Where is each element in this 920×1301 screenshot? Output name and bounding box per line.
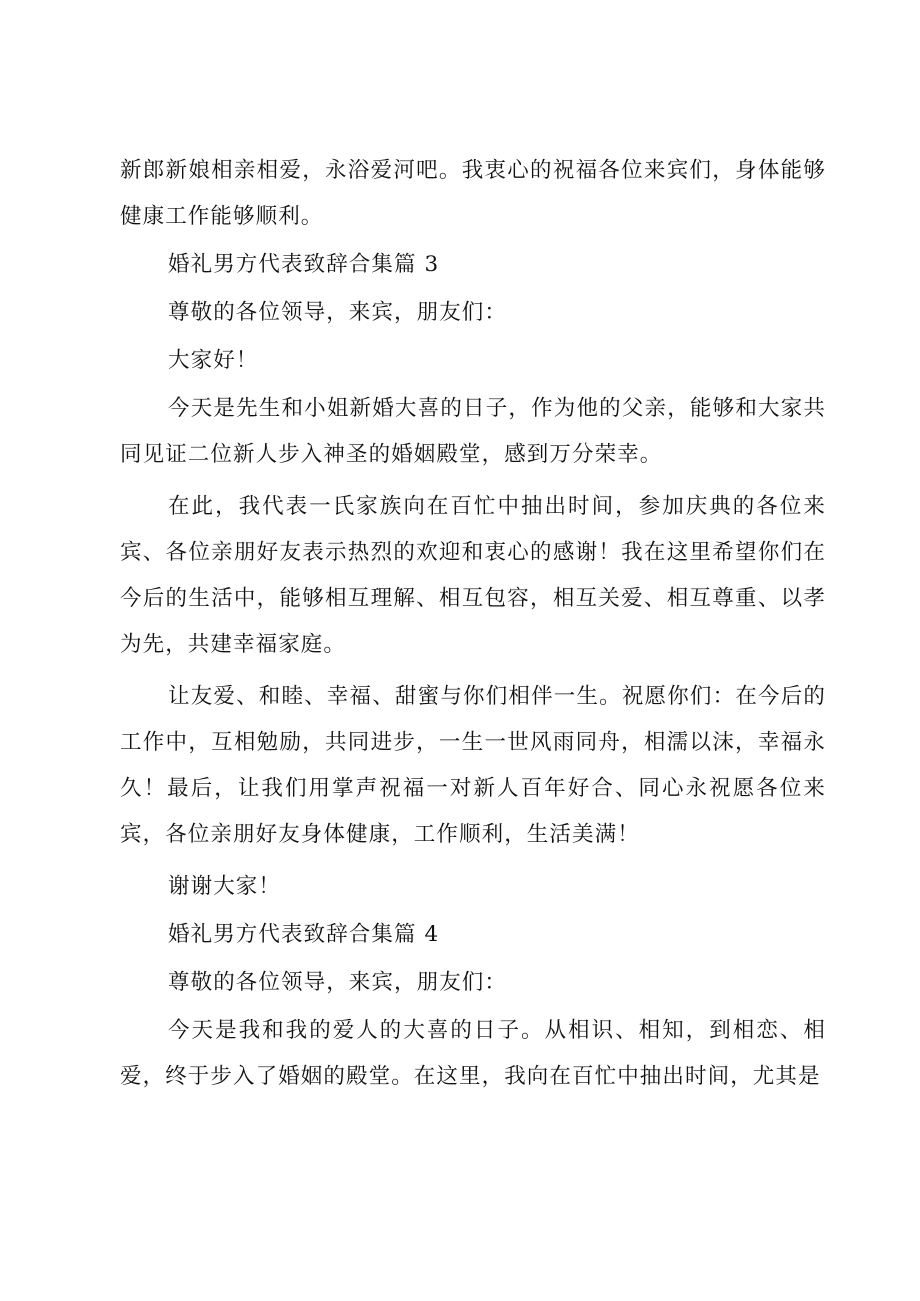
document-page bbox=[120, 148, 826, 1100]
paragraph-wishes: 让友爱、和睦、幸福、甜蜜与你们相伴一生。祝愿你们：在今后的工作中，互相勉励，共同进步，一生一世风雨同舟，相濡以沫，幸福永久！最后，让我们用掌声祝福一对新人百年好合、同心永祝愿各位来宾，各位亲朋好友身体健康，工作顺利，生活美满！ bbox=[120, 684, 826, 847]
section-heading-4: 婚礼男方代表致辞合集篇 4 bbox=[168, 922, 440, 947]
paragraph-opening: 今天是先生和小姐新婚大喜的日子，作为他的父亲，能够和大家共同见证二位新人步入神圣的婚姻殿堂，感到万分荣幸。 bbox=[120, 396, 826, 467]
thanks-line: 谢谢大家！ bbox=[168, 874, 282, 899]
section-heading-3: 婚礼男方代表致辞合集篇 3 bbox=[168, 252, 440, 277]
salutation-2: 尊敬的各位领导，来宾，朋友们： bbox=[168, 970, 508, 995]
paragraph-welcome: 在此，我代表一氏家族向在百忙中抽出时间，参加庆典的各位来宾、各位亲朋好友表示热烈的欢迎和衷心的感谢！我在这里希望你们在今后的生活中，能够相互理解、相互包容，相互关爱、相互尊重、以孝为先，共建幸福家庭。 bbox=[120, 494, 826, 657]
paragraph-closing-blessing: 新郎新娘相亲相爱，永浴爱河吧。我衷心的祝福各位来宾们，身体能够健康工作能够顺利。 bbox=[120, 158, 826, 229]
greeting: 大家好！ bbox=[168, 348, 259, 373]
salutation: 尊敬的各位领导，来宾，朋友们： bbox=[168, 300, 508, 325]
paragraph-speech-start: 今天是我和我的爱人的大喜的日子。从相识、相知，到相恋、相爱，终于步入了婚姻的殿堂。在这里，我向在百忙中抽出时间，尤其是 bbox=[120, 1018, 826, 1089]
